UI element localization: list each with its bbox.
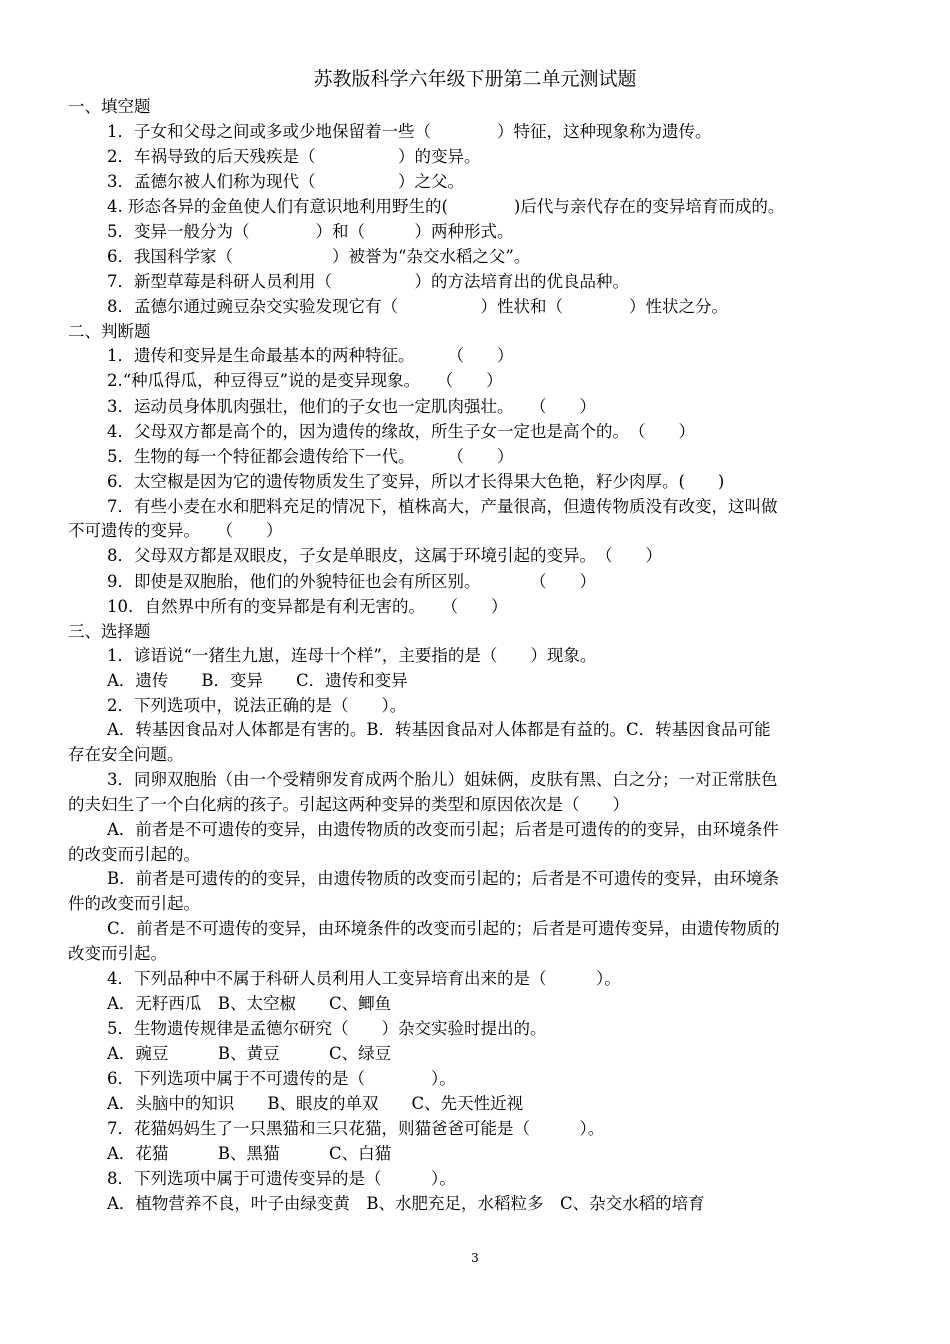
tf-q7-line1: 7．有些小麦在水和肥料充足的情况下，植株高大，产量很高，但遗传物质没有改变，这叫做 xyxy=(107,497,778,516)
fill-q5: 5．变异一般分为（ ）和（ ）两种形式。 xyxy=(107,222,514,241)
tf-q6: 6．太空椒是因为它的遗传物质发生了变异，所以才长得果大色艳，籽少肉厚。( ) xyxy=(107,472,725,491)
mc-q3-option-c-line1: C．前者是不可遗传的变异，由环境条件的改变而引起的；后者是可遗传变异，由遗传物质的 xyxy=(107,919,780,938)
exam-title: 苏教版科学六年级下册第二单元测试题 xyxy=(313,68,637,90)
tf-q10: 10．自然界中所有的变异都是有利无害的。 （ ） xyxy=(107,597,508,616)
fill-q1: 1．子女和父母之间或多或少地保留着一些（ ）特征，这种现象称为遗传。 xyxy=(107,122,712,141)
fill-q2: 2．车祸导致的后天残疾是（ ）的变异。 xyxy=(107,147,481,166)
mc-q8-options: A．植物营养不良，叶子由绿变黄 B、水肥充足，水稻粒多 C、杂交水稻的培育 xyxy=(107,1194,705,1213)
mc-q4: 4．下列品种中不属于科研人员利用人工变异培育出来的是（ ）。 xyxy=(107,969,621,988)
tf-q9: 9．即使是双胞胎，他们的外貌特征也会有所区别。 （ ） xyxy=(107,572,596,591)
mc-q7: 7．花猫妈妈生了一只黑猫和三只花猫，则猫爸爸可能是（ ）。 xyxy=(107,1119,605,1138)
section-heading-multiple-choice: 三、选择题 xyxy=(68,622,151,641)
mc-q3-line2: 的夫妇生了一个白化病的孩子。引起这两种变异的类型和原因依次是（ ） xyxy=(68,795,629,814)
mc-q2-options-line1: A．转基因食品对人体都是有害的。B．转基因食品对人体都是有益的。C．转基因食品可能 xyxy=(107,720,771,739)
fill-q3: 3．孟德尔被人们称为现代（ ）之父。 xyxy=(107,172,464,191)
mc-q3-option-c-line2: 改变而引起。 xyxy=(68,944,167,963)
fill-q8: 8．孟德尔通过豌豆杂交实验发现它有（ ）性状和（ ）性状之分。 xyxy=(107,297,728,316)
mc-q7-options: A．花猫 B、黑猫 C、白猫 xyxy=(107,1144,392,1163)
mc-q5: 5．生物遗传规律是孟德尔研究（ ）杂交实验时提出的。 xyxy=(107,1019,547,1038)
mc-q1: 1．谚语说“一猪生九崽，连母十个样”，主要指的是（ ）现象。 xyxy=(107,646,597,665)
mc-q3-option-b-line1: B．前者是可遗传的的变异，由遗传物质的改变而引起的；后者是不可遗传的变异，由环境条 xyxy=(107,869,780,888)
mc-q4-options: A．无籽西瓜 B、太空椒 C、鲫鱼 xyxy=(107,994,392,1013)
tf-q5: 5．生物的每一个特征都会遗传给下一代。 （ ） xyxy=(107,447,514,466)
mc-q6-options: A．头脑中的知识 B、眼皮的单双 C、先天性近视 xyxy=(107,1094,524,1113)
fill-q7: 7．新型草莓是科研人员利用（ ）的方法培育出的优良品种。 xyxy=(107,272,629,291)
mc-q2: 2．下列选项中，说法正确的是（ ）。 xyxy=(107,696,407,715)
mc-q8: 8．下列选项中属于可遗传变异的是（ ）。 xyxy=(107,1169,456,1188)
section-heading-true-false: 二、判断题 xyxy=(68,322,151,341)
tf-q8: 8．父母双方都是双眼皮，子女是单眼皮，这属于环境引起的变异。 （ ） xyxy=(107,546,662,565)
mc-q2-options-line2: 存在安全问题。 xyxy=(68,745,184,764)
mc-q3-option-a-line1: A．前者是不可遗传的变异，由遗传物质的改变而引起；后者是可遗传的的变异，由环境条件 xyxy=(107,820,779,839)
mc-q5-options: A．豌豆 B、黄豆 C、绿豆 xyxy=(107,1044,392,1063)
section-heading-fill-blank: 一、填空题 xyxy=(68,97,151,116)
tf-q1: 1．遗传和变异是生命最基本的两种特征。 （ ） xyxy=(107,346,514,365)
mc-q3-option-a-line2: 的改变而引起的。 xyxy=(68,845,200,864)
mc-q1-options: A．遗传 B．变异 C．遗传和变异 xyxy=(107,671,408,690)
mc-q6: 6．下列选项中属于不可遗传的是（ ）。 xyxy=(107,1069,456,1088)
page-number: 3 xyxy=(471,1251,479,1265)
tf-q4: 4．父母双方都是高个的，因为遗传的缘故，所生子女一定也是高个的。 （ ） xyxy=(107,422,695,441)
fill-q4: 4. 形态各异的金鱼使人们有意识地利用野生的( )后代与亲代存在的变异培育而成的。 xyxy=(107,197,785,216)
mc-q3-line1: 3．同卵双胞胎（由一个受精卵发育成两个胎儿）姐妹俩，皮肤有黑、白之分；一对正常肤色 xyxy=(107,770,778,789)
mc-q3-option-b-line2: 件的改变而引起。 xyxy=(68,894,200,913)
tf-q3: 3．运动员身体肌肉强壮，他们的子女也一定肌肉强壮。 （ ） xyxy=(107,397,596,416)
fill-q6: 6．我国科学家（ ）被誉为“杂交水稻之父”。 xyxy=(107,247,531,266)
tf-q2: 2.“种瓜得瓜，种豆得豆”说的是变异现象。 （ ） xyxy=(107,371,503,390)
tf-q7-line2: 不可遗传的变异。 （ ） xyxy=(68,521,283,540)
